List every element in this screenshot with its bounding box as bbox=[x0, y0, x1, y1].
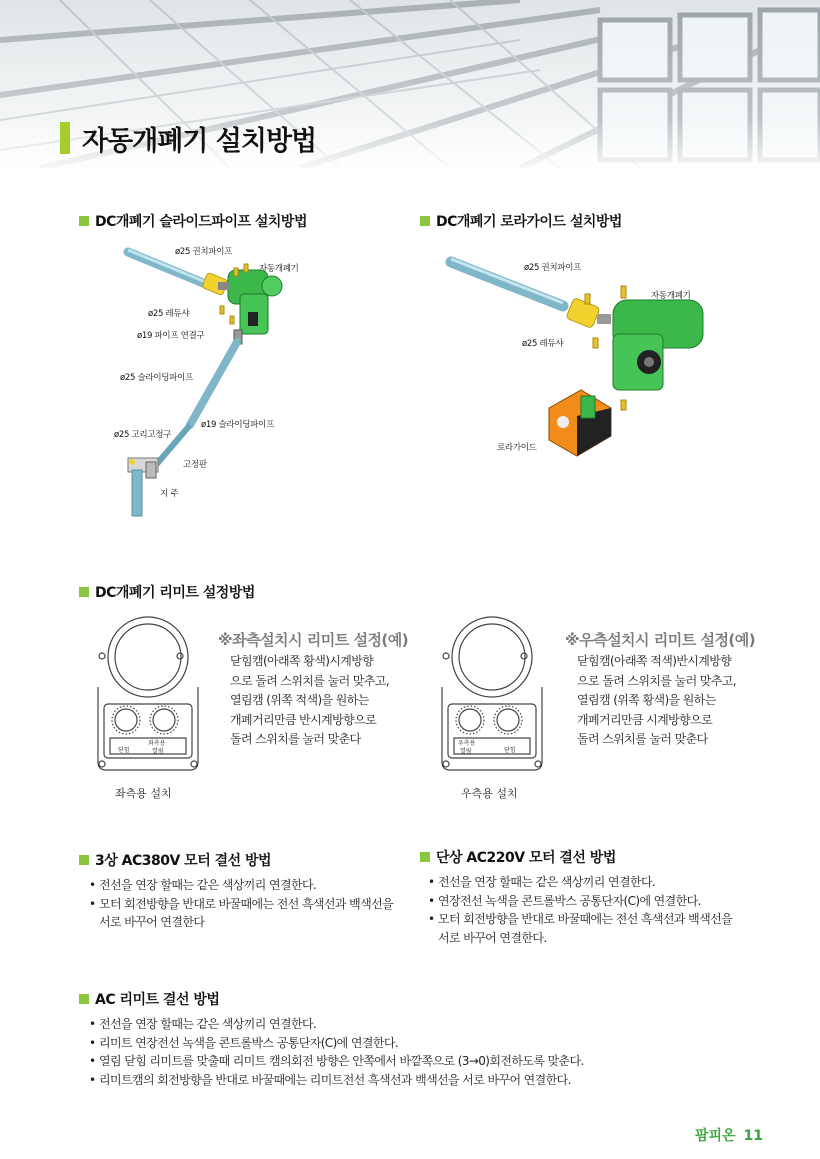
right-panel-label-open: 열림 bbox=[460, 748, 472, 755]
brand-name: 팜피온 bbox=[694, 1128, 736, 1144]
label-sliding-pipe-25: ø25 슬라이딩파이프 bbox=[120, 373, 193, 383]
label-fixing-plate: 고정판 bbox=[183, 460, 207, 470]
left-panel-label-open: 열림 bbox=[152, 748, 164, 755]
right-panel-label-close: 닫힘 bbox=[504, 747, 516, 754]
section-title-text: AC 리미트 결선 방법 bbox=[95, 992, 220, 1008]
right-note-line: 닫힘캠(아래쪽 적색)반시계방향 bbox=[577, 654, 732, 668]
section-title-text: DC개폐기 리미트 설정방법 bbox=[95, 585, 255, 601]
left-note-line: 돌려 스위치를 눌러 맞춘다 bbox=[230, 732, 361, 746]
section-title-ac220 bbox=[420, 847, 616, 867]
right-limit-note-title: ※우측설치시 리미트 설정(예) bbox=[565, 631, 756, 649]
right-note-line: 으로 돌려 스위치를 눌러 맞추고, bbox=[577, 673, 736, 688]
label-reducer: ø25 레듀샤 bbox=[148, 309, 190, 319]
right-limit-note bbox=[577, 652, 736, 750]
section-title-ac380 bbox=[79, 850, 271, 870]
list-item: • 열림 닫힘 리미트를 맞출때 리미트 캠의회전 방향은 안쪽에서 바깥쪽으로 (3→0)회전하도록 맞춘다. bbox=[89, 1052, 749, 1071]
ac220-list bbox=[428, 873, 758, 947]
left-panel-label-side: 좌측용 bbox=[148, 740, 166, 747]
right-note-line: 개폐거리만큼 시계방향으로 bbox=[577, 712, 713, 727]
header-banner bbox=[0, 0, 820, 168]
section-title-text: DC개폐기 슬라이드파이프 설치방법 bbox=[95, 214, 307, 230]
list-item: • 전선을 연장 할때는 같은 색상끼리 연결한다. bbox=[428, 873, 758, 892]
right-limit-caption: 우측용 설치 bbox=[461, 787, 518, 800]
label-sliding-pipe-19: ø19 슬라이딩파이프 bbox=[201, 420, 274, 430]
left-note-line: 닫힘캠(아래쪽 황색)시계방향 bbox=[230, 654, 374, 668]
title-accent-bar bbox=[60, 122, 70, 154]
limit-switch-right-drawing bbox=[432, 612, 552, 782]
right-note-line: 돌려 스위치를 눌러 맞춘다 bbox=[577, 732, 708, 746]
limit-switch-left-drawing bbox=[88, 612, 208, 782]
left-limit-note bbox=[230, 652, 389, 750]
section-bullet-icon bbox=[79, 994, 89, 1004]
section-bullet-icon bbox=[79, 216, 89, 226]
list-item: • 전선을 연장 할때는 같은 색상끼리 연결한다. bbox=[89, 1015, 749, 1034]
section-bullet-icon bbox=[420, 852, 430, 862]
page-title: 자동개폐기 설치방법 bbox=[82, 125, 317, 157]
list-item: • 리미트 연장전선 녹색을 콘트롤박스 공통단자(C)에 연결한다. bbox=[89, 1034, 749, 1053]
slide-pipe-diagram bbox=[110, 240, 340, 530]
ac380-list bbox=[89, 876, 409, 932]
right-note-line: 열림캠 (위쪽 황색)을 원하는 bbox=[577, 693, 716, 707]
section-title-ac-limit bbox=[79, 989, 219, 1009]
list-item: • 연장전선 녹색을 콘트롤박스 공통단자(C)에 연결한다. bbox=[428, 892, 758, 911]
section-title-text: 단상 AC220V 모터 결선 방법 bbox=[436, 850, 616, 866]
label-auto-opener: 자동개폐기 bbox=[259, 264, 299, 274]
list-item: • 전선을 연장 할때는 같은 색상끼리 연결한다. bbox=[89, 876, 409, 895]
section-title-roller-guide bbox=[420, 211, 622, 231]
list-item: • 모터 회전방향을 반대로 바꿀때에는 전선 흑색선과 백색선을 서로 바꾸어 연결한다 bbox=[89, 895, 409, 932]
left-panel-label-close: 닫힘 bbox=[118, 747, 130, 754]
left-limit-caption: 좌측용 설치 bbox=[115, 787, 172, 800]
section-title-text: DC개폐기 로라가이드 설치방법 bbox=[436, 214, 622, 230]
label-ring-clamp: ø25 고리고정구 bbox=[114, 430, 172, 440]
label-pipe-connector: ø19 파이프 연결구 bbox=[137, 331, 205, 341]
left-note-line: 열림캠 (위쪽 적색)을 원하는 bbox=[230, 693, 369, 707]
roller-guide-diagram bbox=[445, 250, 725, 470]
section-title-slide-pipe bbox=[79, 211, 307, 231]
page-number: 11 bbox=[743, 1128, 763, 1144]
page-footer bbox=[695, 1125, 763, 1145]
label-roller-reducer: ø25 레듀샤 bbox=[522, 339, 564, 349]
list-item: • 모터 회전방향을 반대로 바꿀때에는 전선 흑색선과 백색선을 서로 바꾸어 연결한다. bbox=[428, 910, 758, 947]
section-bullet-icon bbox=[79, 855, 89, 865]
list-item: • 리미트캠의 회전방향을 반대로 바꿀때에는 리미트전선 흑색선과 백색선을 서로 바꾸어 연결한다. bbox=[89, 1071, 749, 1090]
label-roller-auto-opener: 자동개폐기 bbox=[651, 291, 691, 301]
label-winding-pipe: ø25 권치파이프 bbox=[175, 247, 233, 257]
section-bullet-icon bbox=[420, 216, 430, 226]
section-bullet-icon bbox=[79, 587, 89, 597]
label-roller-winding-pipe: ø25 권치파이프 bbox=[524, 263, 582, 273]
left-note-line: 개폐거리만큼 반시계방향으로 bbox=[230, 712, 377, 727]
page-title-bar bbox=[60, 121, 316, 155]
section-title-text: 3상 AC380V 모터 결선 방법 bbox=[95, 853, 272, 869]
right-panel-label-side: 우측용 bbox=[458, 740, 476, 747]
section-title-limit bbox=[79, 582, 255, 602]
label-post: 지 주 bbox=[160, 489, 179, 499]
left-limit-note-title: ※좌측설치시 리미트 설정(예) bbox=[218, 631, 409, 649]
left-note-line: 으로 돌려 스위치를 눌러 맞추고, bbox=[230, 673, 389, 688]
label-roller-guide: 로라가이드 bbox=[497, 443, 537, 453]
ac-limit-list bbox=[89, 1015, 749, 1089]
